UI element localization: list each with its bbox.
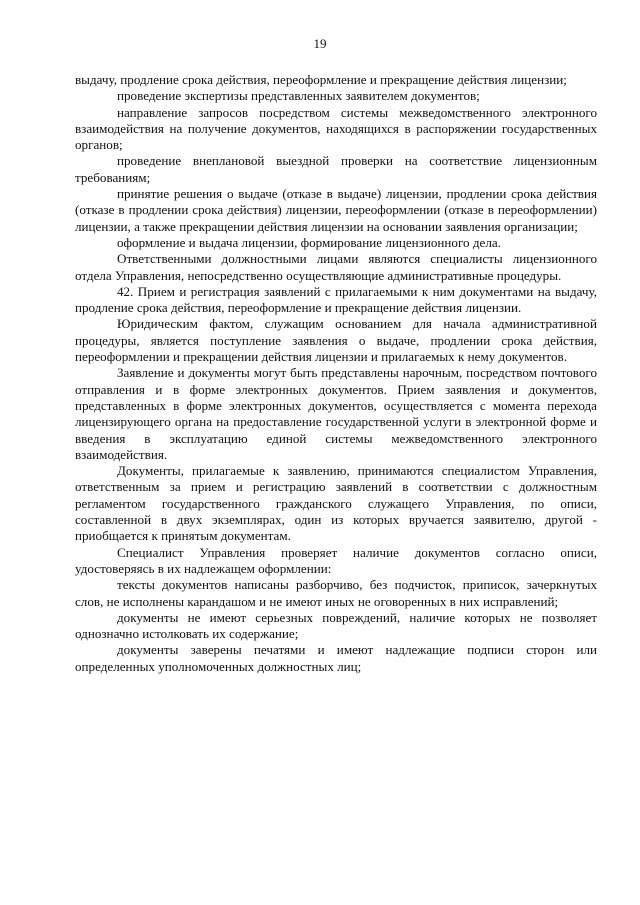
page-number: 19 — [313, 36, 327, 51]
list-item-seals-signatures: документы заверены печатями и имеют надлежащие подписи сторон или определенных уполномоченных должностных лиц; — [75, 642, 597, 674]
list-item-license-issuance: оформление и выдача лицензии, формирование лицензионного дела. — [117, 234, 501, 250]
list-item-legible-texts: тексты документов написаны разборчиво, без подчисток, приписок, зачеркнутых слов, не исполнены карандашом и не имеют иных не оговоренных в них исправлений; — [75, 577, 597, 609]
list-item-license-decision: принятие решения о выдаче (отказе в выдаче) лицензии, продлении срока действия (отказе в продлении срока действия) лицензии, переоформлении (отказе в переоформлении) лицензии, а также прекращении действия лицензии на основании заявления организации; — [75, 186, 597, 234]
paragraph-submission-methods: Заявление и документы могут быть представлены нарочным, посредством почтового отправления и в форме электронных документов. Прием заявления и документов, представленных в форме электронных документов, осуществляется с момента перехода лицензирующего органа на предоставление государственной услуги в электронной форме и введения в эксплуатацию единой системы межведомственного электронного взаимодействия. — [75, 365, 597, 462]
paragraph-legal-basis: Юридическим фактом, служащим основанием для начала административной процедуры, является поступление заявления о выдаче, продлении срока действия, переоформлении и прекращении действия лицензии и прилагаемых к нему документов. — [75, 316, 597, 365]
paragraph-continuation: выдачу, продление срока действия, переоформление и прекращение действия лицензии; — [75, 72, 567, 87]
list-item-no-damage: документы не имеют серьезных повреждений, наличие которых не позволяет однозначно истолковать их содержание; — [75, 609, 597, 642]
paragraph-document-acceptance: Документы, прилагаемые к заявлению, принимаются специалистом Управления, ответственным за прием и регистрацию заявлений в соответствии с должностным регламентом государственного гражданского служащего Управления, по описи, составленной в двух экземплярах, один из которых вручается заявителю, другой - приобщается к принятым документам. — [75, 463, 597, 544]
paragraph-responsible-officials: Ответственными должностными лицами являются специалисты лицензионного отдела Управления, непосредственно осуществляющие административные процедуры. — [75, 251, 597, 283]
list-item-document-review: проведение экспертизы представленных заявителем документов; — [117, 88, 480, 104]
document-body — [75, 72, 597, 675]
list-item-interagency-requests: направление запросов посредством системы межведомственного электронного взаимодействия на получение документов, находящихся в распоряжении государственных органов; — [75, 104, 597, 153]
list-item-unscheduled-inspection: проведение внеплановой выездной проверки на соответствие лицензионным требованиям; — [75, 153, 597, 185]
paragraph-section-42: 42. Прием и регистрация заявлений с прилагаемыми к ним документами на выдачу, продление срока действия, переоформление и прекращение действия лицензии. — [75, 283, 597, 316]
paragraph-inventory-check: Специалист Управления проверяет наличие документов согласно описи, удостоверяясь в их надлежащем оформлении: — [75, 544, 597, 576]
